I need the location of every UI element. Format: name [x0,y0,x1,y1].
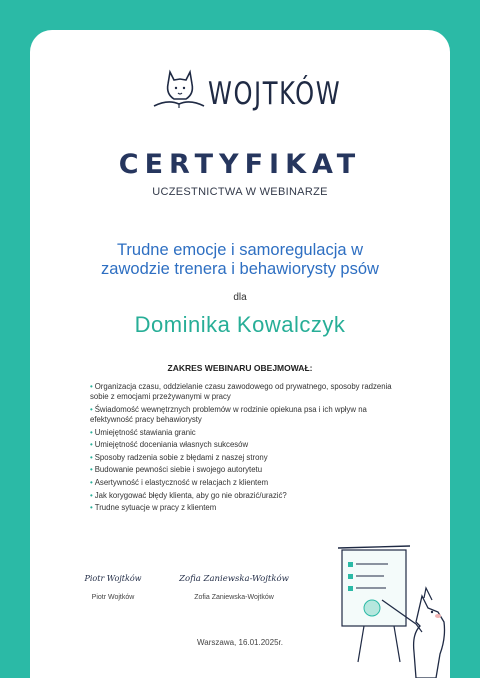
bullet-icon: • [90,440,93,450]
bullet-icon: • [90,477,93,487]
bullet-icon: • [90,382,93,391]
list-item: • Budowanie pewności siebie i swojego autorytetu [90,465,263,475]
logo-text: WOJTKÓW [208,76,342,112]
signature-script-1: Piotr Wojtków [84,574,142,583]
bullet-icon: • [90,452,93,462]
webinar-title-line1: Trudne emocje i samoregulacja w [116,241,364,259]
webinar-title-line2: zawodzie trenera i behawiorysty psów [101,260,379,278]
bullet-icon: • [90,465,93,475]
signature-script-2: Zofia Zaniewska-Wojtków [179,574,289,584]
subtitle: UCZESTNICTWA W WEBINARZE [152,186,328,198]
participant-name: Dominika Kowalczyk [134,312,346,337]
list-item: • Umiejętność doceniania własnych sukcesów [90,440,249,450]
list-item: • Sposoby radzenia sobie z błędami z naszej strony [90,452,268,462]
scope-heading: ZAKRES WEBINARU OBEJMOWAŁ: [167,363,313,373]
list-item: • Trudne sytuacje w pracy z klientem [90,503,217,513]
bullet-icon: • [90,503,93,513]
bullet-icon: • [90,490,93,500]
list-item: • Asertywność i elastyczność w relacjach z klientem [90,477,269,487]
dog-reading-book-icon [150,66,208,114]
for-label: dla [233,292,247,303]
list-item: • Umiejętność stawiania granic [90,427,196,437]
signature-name-2: Zofia Zaniewska-Wojtków [194,594,274,601]
certificate-page [30,30,450,678]
signature-name-1: Piotr Wojtków [91,594,135,601]
place-date: Warszawa, 16.01.2025r. [197,638,283,647]
dog-presenting-board-icon [336,542,448,678]
signature-block-1 [78,570,148,601]
logo [30,66,450,116]
signature-block-2 [174,570,294,601]
scope-list [90,382,410,516]
page-title: CERTYFIKAT [118,149,362,180]
webinar-title [70,241,410,279]
list-item: • Organizacja czasu, oddzielanie czasu zawodowego od prywatnego, sposoby radzenia sobie z emocjami przeżywanymi w pracy [90,382,392,402]
bullet-icon: • [90,404,93,414]
bullet-icon: • [90,427,93,437]
list-item: • Jak korygować błędy klienta, aby go nie obrazić/urazić? [90,490,287,500]
list-item: • Świadomość wewnętrznych problemów w rodzinie opiekuna psa i ich wpływ na efektywność pracy behawiorysty [90,404,367,424]
